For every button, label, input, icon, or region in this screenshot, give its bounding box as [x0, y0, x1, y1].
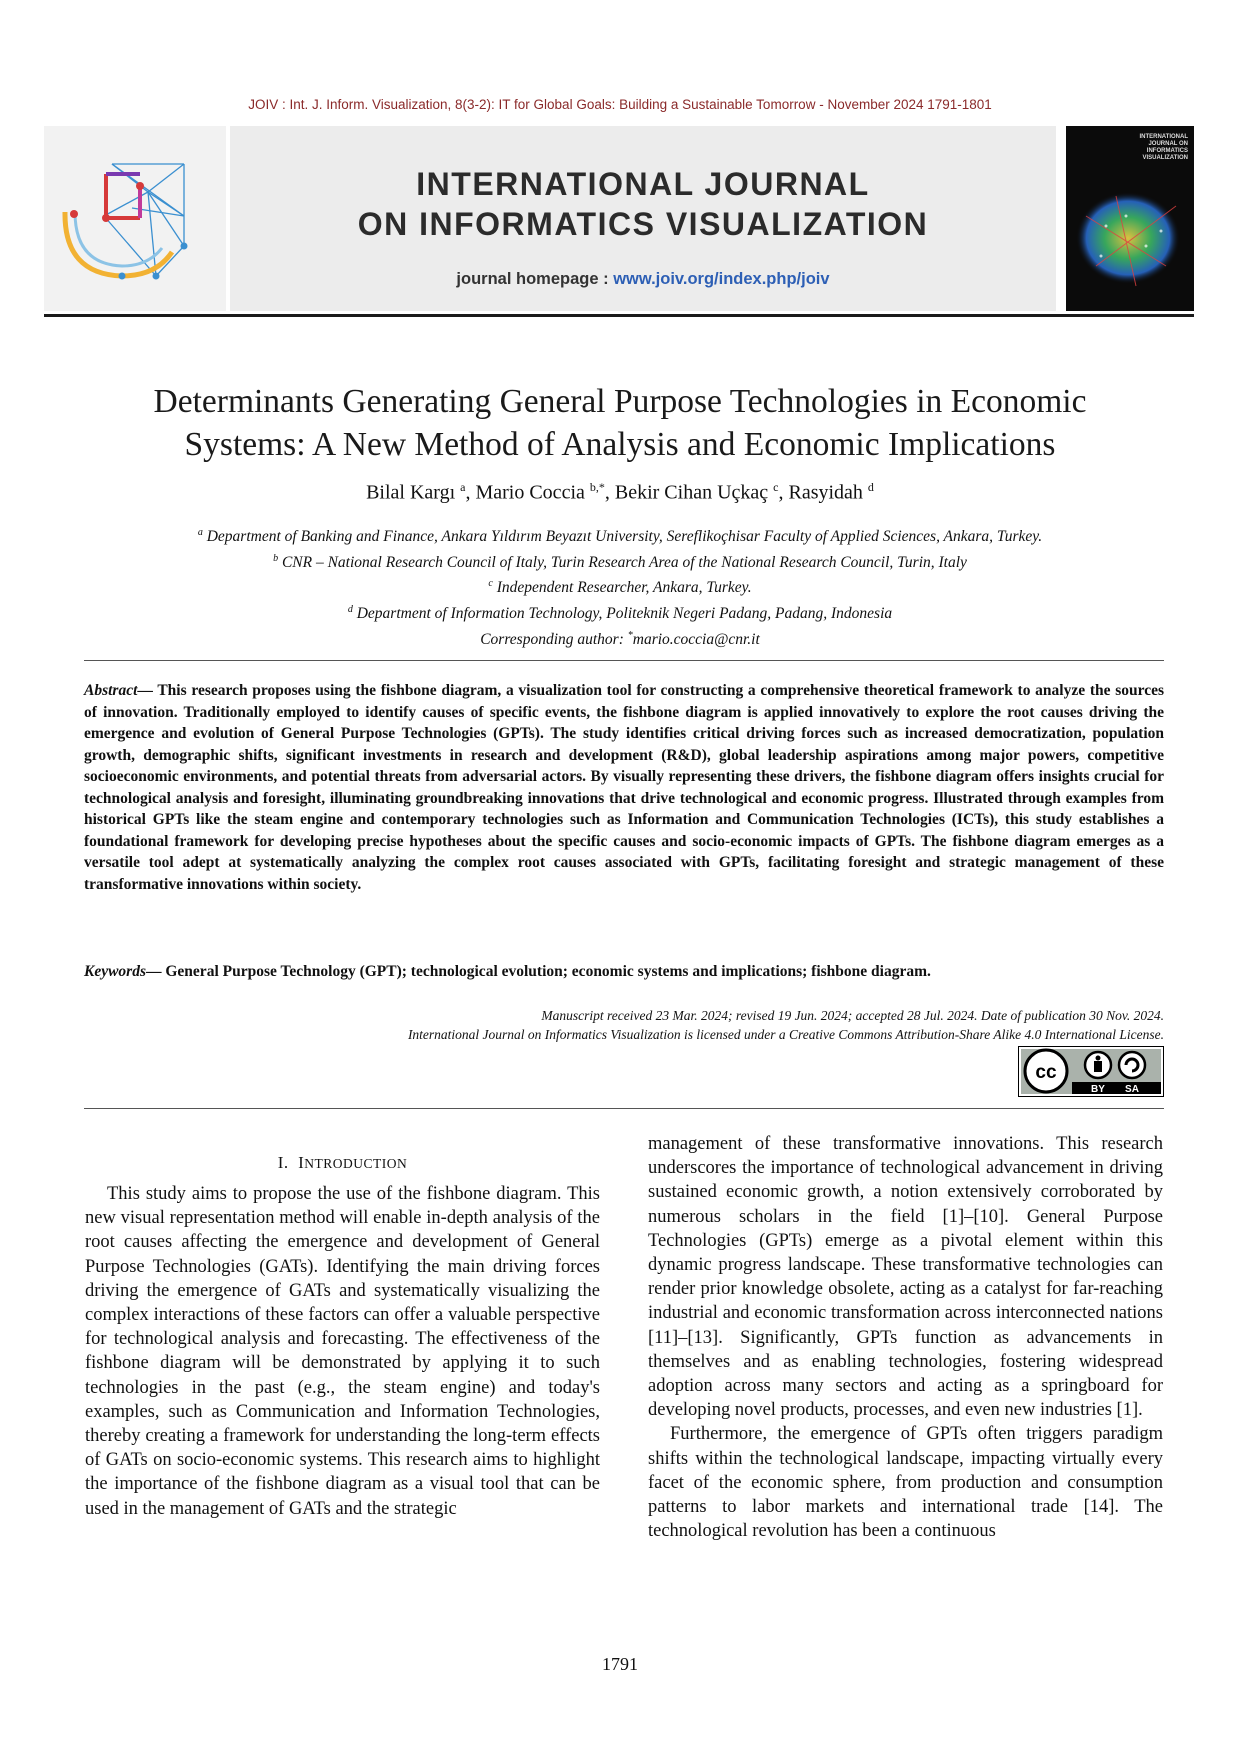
keywords-label: Keywords — [84, 963, 146, 980]
creative-commons-badge[interactable] — [1018, 1046, 1164, 1097]
affiliation-line — [60, 548, 1180, 574]
header-divider — [84, 660, 1164, 661]
author-affiliation-mark: a — [460, 480, 466, 494]
author-name: Bilal Kargı — [366, 481, 456, 504]
affiliation-mark: a — [197, 527, 203, 538]
journal-homepage — [230, 270, 1056, 289]
cover-title-line: JOURNAL ON — [1148, 141, 1188, 147]
corresponding-author-email[interactable]: mario.coccia@cnr.it — [632, 630, 760, 648]
body-column-left — [85, 1182, 600, 1521]
affiliation-text: Independent Researcher, Ankara, Turkey. — [496, 579, 752, 597]
affiliation-line — [60, 599, 1180, 625]
affiliation-mark: d — [347, 603, 353, 615]
journal-name-line-2: ON INFORMATICS VISUALIZATION — [357, 206, 929, 242]
author-affiliation-mark: d — [867, 480, 874, 494]
author-name: Bekir Cihan Uçkaç — [614, 481, 769, 504]
manuscript-dates: Manuscript received 23 Mar. 2024; revised 19 Jun. 2024; accepted 28 Jul. 2024. Date of publication 30 Nov. 2024. — [541, 1008, 1164, 1023]
article-title — [60, 380, 1180, 466]
affiliation-text: CNR – National Research Council of Italy, Turin Research Area of the National Research Council, Turin, Italy — [281, 553, 967, 571]
article-title-line-2: Systems: A New Method of Analysis and Economic Implications — [184, 426, 1056, 463]
section-number: I. — [277, 1153, 289, 1172]
cover-title-line: INFORMATICS — [1146, 148, 1188, 154]
affiliation-text: Department of Information Technology, Politeknik Negeri Padang, Padang, Indonesia — [356, 605, 893, 623]
journal-cover-thumbnail — [1066, 126, 1194, 311]
homepage-link[interactable]: www.joiv.org/index.php/joiv — [613, 270, 830, 288]
abstract-text: — This research proposes using the fishbone diagram, a visualization tool for constructing a comprehensive theoretical framework to analyze the sources of innovation. Traditionally employed to identify causes of specific events, the fishbone diagram is applied innovatively to explore the root causes driving the emergence and evolution of General Purpose Technologies (GPTs). The study identifies critical driving forces such as increased democratization, population growth, demographic shifts, significant investments in research and development (R&D), global leadership aspirations among major powers, competitive socioeconomic environments, and potential threats from adversarial actors. By visually representing these drivers, the fishbone diagram offers insights crucial for technological analysis and foresight, illuminating groundbreaking innovations that drive technological and economic progress. Illustrated through examples from historical GPTs like the steam engine and contemporary technologies such as Information and Communication Technologies (ICTs), this study establishes a foundational framework for developing precise hypotheses about the specific causes and socio-economic impacts of GPTs. The fishbone diagram emerges as a versatile tool adept at systematically analyzing the complex root causes associated with GPTs, facilitating foresight and strategic management of these transformative innovations within society. — [84, 682, 1164, 893]
running-head: JOIV : Int. J. Inform. Visualization, 8(3-2): IT for Global Goals: Building a Sustainable Tomorrow - November 2024 1791-1801 — [248, 97, 992, 112]
section-title-rest: NTRODUCTION — [304, 1156, 408, 1171]
article-title-line-1: Determinants Generating General Purpose Technologies in Economic — [153, 383, 1087, 420]
journal-logo-panel — [44, 126, 226, 311]
cover-title — [1118, 134, 1188, 162]
affiliation-mark: c — [488, 578, 493, 590]
author-name: Rasyidah — [788, 481, 863, 504]
affiliations — [60, 522, 1180, 650]
cover-title-line: INTERNATIONAL — [1139, 134, 1188, 140]
body-paragraph: This study aims to propose the use of the fishbone diagram. This new visual representation method will enable in-depth analysis of the root causes affecting the emergence and development of General Purpose Technologies (GATs). Identifying the main driving forces driving the emergence of GATs and systematically visualizing the complex interactions of these factors can offer a valuable perspective for technological analysis and forecasting. The effectiveness of the fishbone diagram will be demonstrated by applying it to such technologies in the past (e.g., the steam engine) and today's examples, such as Communication and Information Technologies, thereby creating a framework for understanding the long-term effects of GATs on socio-economic systems. This research aims to highlight the importance of the fishbone diagram as a visual tool that can be used in the management of GATs and the strategic — [85, 1184, 600, 1519]
cover-title-line: VISUALIZATION — [1142, 155, 1188, 161]
license-statement: International Journal on Informatics Visualization is licensed under a Creative Commons Attribution-Share Alike 4.0 International License. — [407, 1027, 1164, 1042]
body-paragraph: management of these transformative innovations. This research underscores the importance of technological advancement in driving sustained economic growth, a notion extensively corroborated by numerous scholars in the field [1]–[10]. General Purpose Technologies (GPTs) emerge as a pivotal element within this dynamic progress landscape. These transformative technologies can render prior knowledge obsolete, acting as a catalyst for far-reaching industrial and economic transformation across interconnected nations [11]–[13]. Significantly, GPTs function as advancements in themselves and as enabling technologies, fostering widespread adoption across many sectors and acting as a springboard for developing novel products, processes, and even new industries [1]. — [648, 1134, 1163, 1421]
journal-logo-icon — [44, 126, 226, 311]
section-heading-introduction — [85, 1153, 600, 1173]
cc-sa-label: SA — [1125, 1084, 1139, 1095]
cc-by-label: BY — [1091, 1084, 1105, 1095]
author-separator: , — [604, 481, 615, 504]
author-list — [60, 480, 1180, 505]
author-separator: , — [465, 481, 476, 504]
corresponding-author-line — [60, 625, 1180, 651]
journal-banner — [44, 126, 1194, 317]
corresponding-author-mark: * — [627, 629, 633, 641]
author-name: Mario Coccia — [475, 481, 585, 504]
abstract-label: Abstract — [84, 682, 138, 699]
affiliation-text: Department of Banking and Finance, Ankara Yıldırım Beyazıt University, Sereflikoçhisar Faculty of Applied Sciences, Ankara, Turkey. — [206, 528, 1043, 546]
author-affiliation-mark: b,* — [589, 480, 605, 494]
page-number: 1791 — [602, 1654, 638, 1674]
affiliation-line — [60, 522, 1180, 548]
corresponding-author-label: Corresponding author: — [480, 630, 628, 648]
affiliation-mark: b — [273, 552, 279, 564]
publication-info — [84, 1006, 1164, 1044]
abstract-divider — [84, 1108, 1164, 1109]
body-paragraph: Furthermore, the emergence of GPTs often triggers paradigm shifts within the technological landscape, impacting virtually every facet of the economic sphere, from production and consumption patterns to labor markets and international trade [14]. The technological revolution has been a continuous — [648, 1424, 1163, 1542]
author-affiliation-mark: c — [773, 480, 779, 494]
cc-by-sa-icon — [1018, 1046, 1164, 1097]
svg-text:cc: cc — [1035, 1062, 1057, 1083]
affiliation-line — [60, 573, 1180, 599]
journal-title-panel — [230, 126, 1056, 311]
keywords-text: — General Purpose Technology (GPT); technological evolution; economic systems and implications; fishbone diagram. — [146, 963, 931, 980]
section-title-initial: I — [298, 1153, 305, 1172]
keywords — [84, 963, 1164, 981]
abstract — [84, 680, 1164, 895]
body-column-right — [648, 1132, 1163, 1543]
homepage-label: journal homepage : — [456, 270, 614, 288]
author-separator: , — [778, 481, 789, 504]
journal-name-line-1: INTERNATIONAL JOURNAL — [416, 166, 870, 202]
